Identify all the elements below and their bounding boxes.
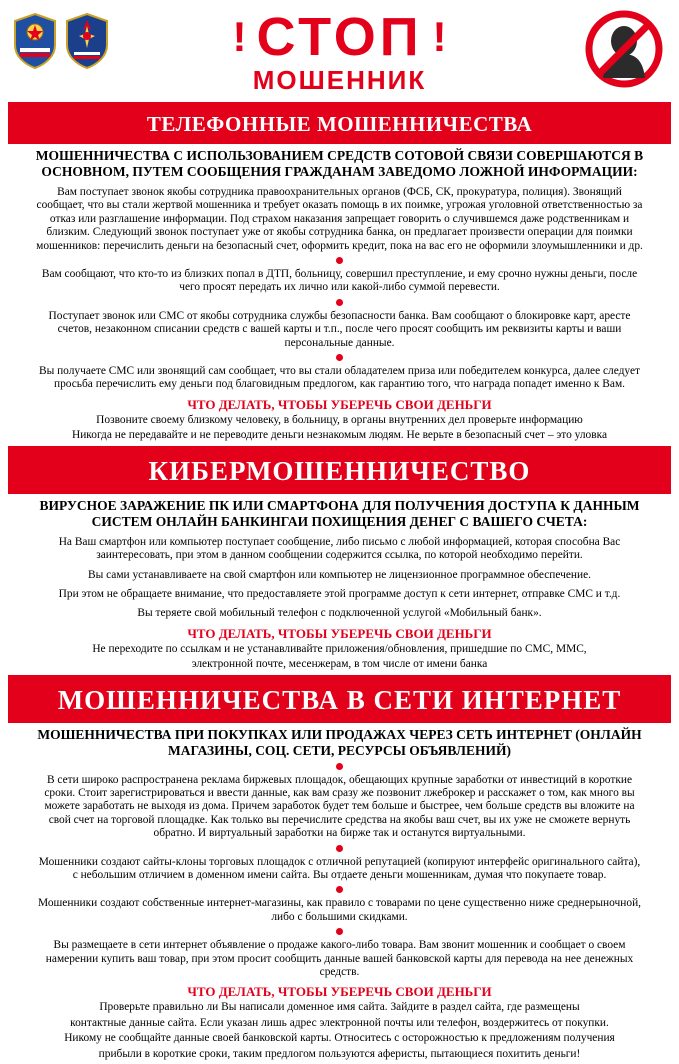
section-internet-para-3: Мошенники создают собственные интернет-магазины, как правило с товарами по цене существенно ниже среднерыночной, либо с большими скидками.	[37, 897, 642, 923]
stop-title-block	[8, 7, 671, 95]
section-cyber-subhead: ВИРУСНОЕ ЗАРАЖЕНИЕ ПК ИЛИ СМАРТФОНА ДЛЯ ПОЛУЧЕНИЯ ДОСТУПА К ДАННЫМ СИСТЕМ ОНЛАЙН БАНКИНГАИ ПОХИЩЕНИЯ ДЕНЕГ С ВАШЕГО СЧЕТА:	[39, 497, 640, 529]
dot-icon	[336, 354, 343, 361]
section-internet-advice-4: прибыли в короткие сроки, таким предлогом пользуются аферисты, пытающиеся похитить деньги!	[98, 1047, 581, 1060]
bullet-separator	[8, 298, 671, 307]
section-bar-cyber: КИБЕРМОШЕННИЧЕСТВО	[8, 450, 671, 490]
section-bar-phone: ТЕЛЕФОННЫЕ МОШЕННИЧЕСТВА	[8, 106, 671, 140]
section-phone-para-4: Вы получаете СМС или звонящий сам сообщает, что вы стали обладателем приза или победителем конкурса, далее следует просьба перечислить ему деньги под благовидным предлогом, как гарантию того, что награда попадет именно к Вам.	[38, 365, 641, 391]
section-phone	[8, 144, 671, 446]
dot-icon	[336, 928, 343, 935]
no-fraudster-sign	[585, 10, 663, 88]
dot-icon	[336, 299, 343, 306]
section-internet	[8, 723, 671, 1064]
bullet-separator	[8, 844, 671, 853]
bullet-separator	[8, 885, 671, 894]
section-cyber-para-1: На Ваш смартфон или компьютер поступает сообщение, либо письмо с любой информацией, которая способна Вас заинтересовать, при этом в данном сообщении содержится ссылка, по которой необходимо перейти.	[58, 535, 621, 562]
section-internet-para-2: Мошенники создают сайты-клоны торговых площадок с отличной репутацией (копируют интерфейс оригинального сайта), с небольшим отличием в доменном имени сайта. Вы отдаете деньги мошенникам, думая что покупаете товар.	[38, 855, 641, 881]
section-phone-para-3: Поступает звонок или СМС от якобы сотрудника службы безопасности банка. Вам сообщают о блокировке карт, аресте счетов, незаконном списании средств с вашей карты и т.п., после чего просят сообщить им реквизиты карты и ваши персональные данные.	[48, 309, 631, 349]
section-internet-para-1: В сети широко распространена реклама биржевых площадок, обещающих крупные заработки от инвестиций в короткие сроки. Стоит зарегистрироваться и ввести данные, как вам сразу же позвонит лжеброкер и расскажет о том, как много вы можете заработать не выходя из дома. Причем заработок будет тем больше и быстрее, чем больше средств вы вложите на свой счет на торговой площадке. Как только вы перечислите средства на якобы ваш счет, вы их уже не сможете вернуть обратно. И виртуальный заработки на бирже так и останутся виртуальными.	[44, 773, 635, 840]
bullet-separator	[8, 927, 671, 936]
bullet-separator	[8, 762, 671, 771]
section-internet-para-4: Вы размещаете в сети интернет объявление о продаже какого-либо товара. Вам звонит мошенник и сообщает о своем намерении купить ваш товар, при этом просит сообщить данные вашей банковской карты для перевода на нее денежных средств.	[45, 939, 634, 978]
section-internet-advice-3: Никому не сообщайте данные своей банковской карты. Относитесь с осторожностью к предложениям получения	[64, 1032, 615, 1045]
section-cyber-advice-2: электронной почте, месенжерам, в том числе от имени банка	[191, 658, 488, 671]
section-phone-subhead: МОШЕННИЧЕСТВА С ИСПОЛЬЗОВАНИЕМ СРЕДСТВ СОТОВОЙ СВЯЗИ СОВЕРШАЮТСЯ В ОСНОВНОМ, ПУТЕМ СООБЩЕНИЯ ГРАЖДАНАМ ЗАВЕДОМО ЛОЖНОЙ ИНФОРМАЦИИ:	[35, 148, 644, 179]
dot-icon	[336, 845, 343, 852]
section-internet-advice-label: ЧТО ДЕЛАТЬ, ЧТОБЫ УБЕРЕЧЬ СВОИ ДЕНЬГИ	[187, 984, 492, 1000]
section-cyber-para-4: Вы теряете свой мобильный телефон с подключенной услугой «Мобильный банк».	[137, 607, 542, 620]
section-internet-advice-1: Проверьте правильно ли Вы написали доменное имя сайта. Зайдите в раздел сайта, где размещены	[99, 1001, 580, 1014]
exclamation-right: !	[432, 13, 447, 60]
section-cyber-advice-1: Не переходите по ссылкам и не устанавливайте приложения/обновления, пришедшие по СМС, ММС,	[92, 642, 587, 655]
section-phone-para-1: Вам поступает звонок якобы сотрудника правоохранительных органов (ФСБ, СК, прокуратура, полиция). Звонящий сообщает, что вы стали жертвой мошенника и требует оказать помощь в их поимке, угрожая уголовной ответственностью за отказ или разглашение информации. Под страхом наказания запрещает говорить о случившемся даже родственникам и близким. Следующий звонок поступает уже от якобы сотрудника банка, он предлагает произвести операции для поимки мошенников: перечислить деньги на безопасный счет, оформить кредит, пока на вас его не оформили злоумышленники и др.	[36, 186, 643, 252]
section-phone-advice-2: Никогда не передавайте и не переводите деньги незнакомым людям. Не верьте в безопасный счет – это уловка	[71, 429, 608, 442]
section-internet-advice-2: контактные данные сайта. Если указан лишь адрес электронной почты или телефон, воздержитесь от покупки.	[70, 1016, 609, 1029]
section-cyber	[8, 494, 671, 675]
poster-header	[8, 6, 671, 102]
section-cyber-para-3: При этом не обращаете внимание, что предоставляете этой программе доступ к сети интернет, отправке СМС и т.д.	[58, 587, 621, 600]
section-phone-advice-1: Позвоните своему близкому человеку, в больницу, в органы внутренних дел проверьте информацию	[96, 413, 583, 426]
bullet-separator	[8, 353, 671, 362]
dot-icon	[336, 886, 343, 893]
bullet-separator	[8, 256, 671, 265]
section-phone-para-2: Вам сообщают, что кто-то из близких попал в ДТП, больницу, совершил преступление, и ему срочно нужны деньги, после чего просят передать их лично или какой-либо суммой перевести.	[41, 268, 638, 294]
exclamation-left: !	[232, 13, 247, 60]
section-bar-internet: МОШЕННИЧЕСТВА В СЕТИ ИНТЕРНЕТ	[8, 679, 671, 719]
section-cyber-para-2: Вы сами устанавливаете на свой смартфон или компьютер не лицензионное программное обеспечение.	[87, 568, 592, 581]
page-subtitle: МОШЕННИК	[252, 65, 427, 95]
section-phone-advice-label: ЧТО ДЕЛАТЬ, ЧТОБЫ УБЕРЕЧЬ СВОИ ДЕНЬГИ	[187, 396, 492, 412]
dot-icon	[336, 257, 343, 264]
section-internet-subhead: МОШЕННИЧЕСТВА ПРИ ПОКУПКАХ ИЛИ ПРОДАЖАХ ЧЕРЕЗ СЕТЬ ИНТЕРНЕТ (ОНЛАЙН МАГАЗИНЫ, СОЦ. СЕТИ, РЕСУРСЫ ОБЪЯВЛЕНИЙ)	[37, 726, 642, 758]
section-cyber-advice-label: ЧТО ДЕЛАТЬ, ЧТОБЫ УБЕРЕЧЬ СВОИ ДЕНЬГИ	[187, 625, 492, 641]
page-title: СТОП	[256, 7, 423, 67]
dot-icon	[336, 763, 343, 770]
